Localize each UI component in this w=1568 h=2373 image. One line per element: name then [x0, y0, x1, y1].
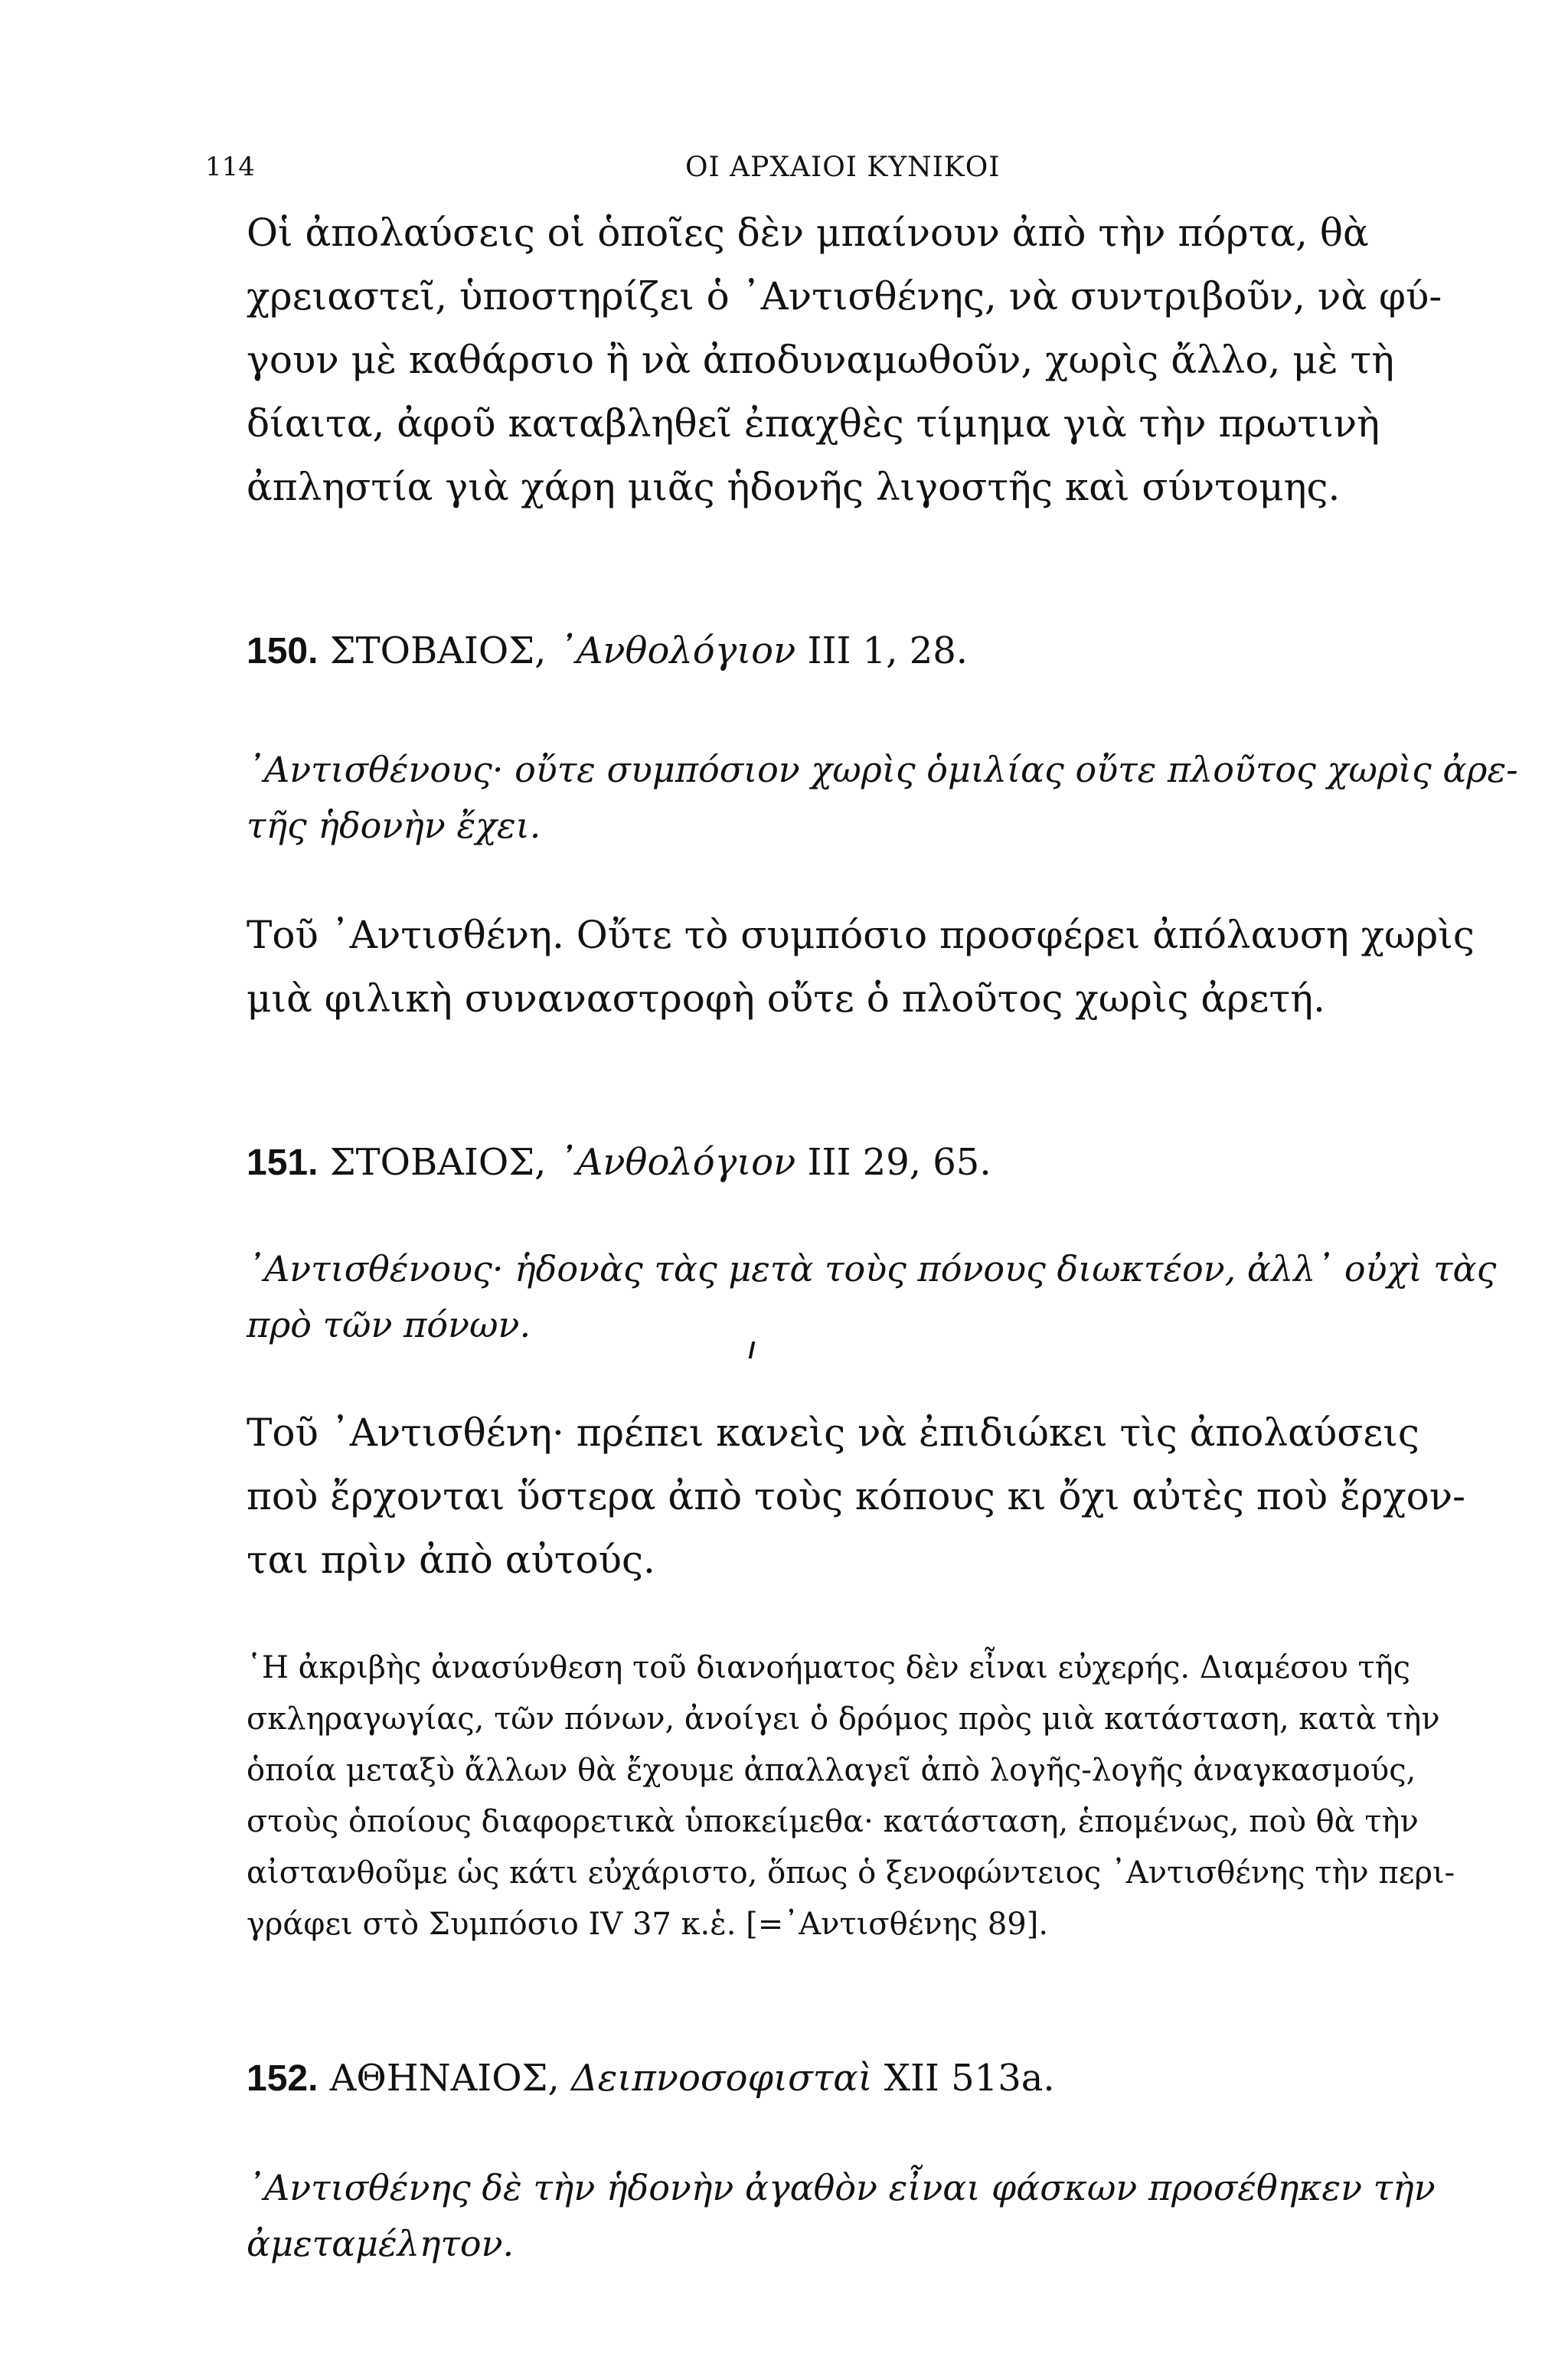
intro-line: χρειαστεῖ, ὑποστηρίζει ὁ ᾽Αντισθένης, νὰ συντριβοῦν, νὰ φύ-: [247, 274, 1442, 319]
translation-line: ποὺ ἔρχονται ὕστερα ἀπὸ τοὺς κόπους κι ὄχι αὐτὲς ποὺ ἔρχον-: [247, 1474, 1465, 1518]
note-line: ὁποία μεταξὺ ἄλλων θὰ ἔχουμε ἀπαλλαγεῖ ἀπὸ λογῆς-λογῆς ἀναγκασμούς,: [247, 1753, 1416, 1788]
source-author: ΑΘΗΝΑΙΟΣ,: [329, 2057, 560, 2100]
page-number: 114: [205, 152, 255, 182]
running-title: ΟΙ ΑΡΧΑΙΟΙ ΚΥΝΙΚΟΙ: [685, 152, 1001, 183]
intro-line: ἀπληστία γιὰ χάρη μιᾶς ἡδονῆς λιγοστῆς καὶ σύντομης.: [247, 465, 1341, 509]
entry-number: 150.: [247, 631, 318, 672]
note-line: στοὺς ὁποίους διαφορετικὰ ὑποκείμεθα· κατάσταση, ἑπομένως, ποὺ θὰ τὴν: [247, 1804, 1419, 1839]
entry-number: 152.: [247, 2058, 318, 2099]
greek-text-line: ἀμεταμέλητον.: [247, 2223, 514, 2264]
entry-heading: [247, 629, 968, 672]
source-reference: III 1, 28.: [807, 629, 969, 672]
source-work: ᾽Ανθολόγιον: [557, 629, 796, 672]
translation-line: ται πρὶν ἀπὸ αὐτούς.: [247, 1538, 655, 1582]
intro-line: Οἱ ἀπολαύσεις οἱ ὁποῖες δὲν μπαίνουν ἀπὸ τὴν πόρτα, θὰ: [247, 211, 1369, 255]
translation-line: Τοῦ ᾽Αντισθένη. Οὔτε τὸ συμπόσιο προσφέρει ἀπόλαυση χωρὶς: [247, 913, 1475, 957]
source-work: Δειπνοσοφισταὶ: [571, 2057, 873, 2100]
entry-heading: [247, 2057, 1055, 2100]
note-line: γράφει στὸ Συμπόσιο IV 37 κ.ἑ. [=᾽Αντισθένης 89].: [247, 1907, 1049, 1942]
intro-line: γουν μὲ καθάρσιο ἢ νὰ ἀποδυναμωθοῦν, χωρὶς ἄλλο, μὲ τὴ: [247, 338, 1395, 382]
greek-text-line: ᾽Αντισθένους· ἡδονὰς τὰς μετὰ τοὺς πόνους διωκτέον, ἀλλ᾽ οὐχὶ τὰς: [247, 1248, 1497, 1289]
entry-number: 151.: [247, 1142, 318, 1183]
greek-text-line: ᾽Αντισθένης δὲ τὴν ἡδονὴν ἀγαθὸν εἶναι φάσκων προσέθηκεν τὴν: [247, 2167, 1436, 2208]
intro-line: δίαιτα, ἀφοῦ καταβληθεῖ ἐπαχθὲς τίμημα γιὰ τὴν πρωτινὴ: [247, 401, 1380, 446]
source-author: ΣΤΟΒΑΙΟΣ,: [329, 1141, 547, 1184]
greek-text-line: τῆς ἡδονὴν ἔχει.: [247, 805, 541, 846]
stray-mark: [749, 1342, 756, 1358]
source-reference: XII 513a.: [884, 2057, 1055, 2100]
translation-line: Τοῦ ᾽Αντισθένη· πρέπει κανεὶς νὰ ἐπιδιώκει τὶς ἀπολαύσεις: [247, 1410, 1419, 1455]
greek-text-line: ᾽Αντισθένους· οὔτε συμπόσιον χωρὶς ὁμιλίας οὔτε πλοῦτος χωρὶς ἀρε-: [247, 749, 1518, 790]
translation-line: μιὰ φιλικὴ συναναστροφὴ οὔτε ὁ πλοῦτος χωρὶς ἀρετή.: [247, 976, 1325, 1021]
note-line: αἰστανθοῦμε ὡς κάτι εὐχάριστο, ὅπως ὁ ξενοφώντειος ᾽Αντισθένης τὴν περι-: [247, 1855, 1455, 1891]
source-work: ᾽Ανθολόγιον: [557, 1141, 796, 1184]
source-author: ΣΤΟΒΑΙΟΣ,: [329, 629, 547, 672]
note-line: ῾Η ἀκριβὴς ἀνασύνθεση τοῦ διανοήματος δὲν εἶναι εὐχερής. Διαμέσου τῆς: [247, 1650, 1411, 1685]
note-line: σκληραγωγίας, τῶν πόνων, ἀνοίγει ὁ δρόμος πρὸς μιὰ κατάσταση, κατὰ τὴν: [247, 1701, 1440, 1737]
greek-text-line: πρὸ τῶν πόνων.: [247, 1304, 531, 1345]
entry-heading: [247, 1141, 991, 1184]
source-reference: III 29, 65.: [807, 1141, 991, 1184]
